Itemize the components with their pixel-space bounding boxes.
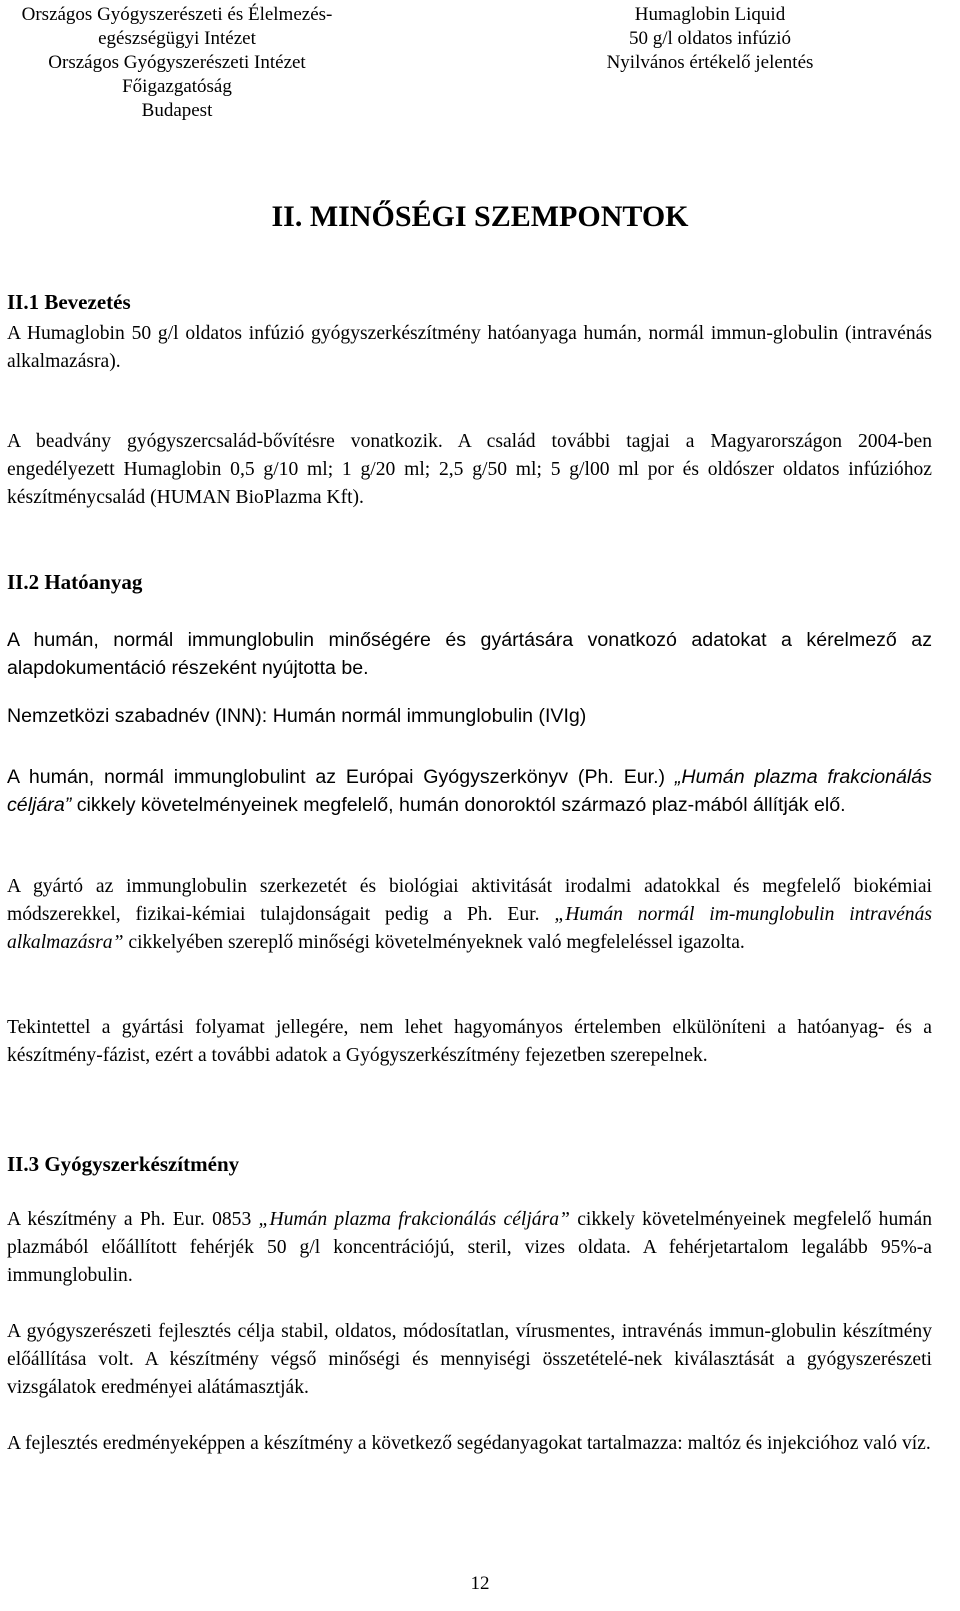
header-left-line-1: Országos Gyógyszerészeti és Élelmezés- bbox=[21, 4, 333, 25]
substance-paragraph-inn: Nemzetközi szabadnév (INN): Humán normál immunglobulin (IVIg) bbox=[7, 705, 587, 727]
substance-paragraph-structure bbox=[7, 873, 932, 957]
header-right-line-2: 50 g/l oldatos infúzió bbox=[628, 28, 791, 49]
intro-paragraph-1: A Humaglobin 50 g/l oldatos infúzió gyógyszerkészítmény hatóanyaga humán, normál immun-globulin (intravénás alkalmazásra). bbox=[7, 323, 932, 372]
header-right-line-3: Nyilvános értékelő jelentés bbox=[606, 52, 814, 73]
header-left-line-5: Budapest bbox=[141, 100, 213, 121]
product-paragraph-3: A fejlesztés eredményeképpen a készítmény a következő segédanyagokat tartalmazza: maltóz és injekcióhoz való víz. bbox=[7, 1433, 931, 1454]
header-left-line-2: egészségügyi Intézet bbox=[98, 28, 256, 49]
page-number: 12 bbox=[470, 1573, 490, 1594]
product-paragraph-1-a: A készítmény a Ph. Eur. 0853 bbox=[7, 1209, 259, 1230]
header-left bbox=[7, 3, 427, 123]
substance-paragraph-structure-citation: „Humán normál im-munglobulin intravénás alkalmazásra” bbox=[7, 904, 932, 953]
product-paragraph-1 bbox=[7, 1206, 932, 1290]
product-paragraph-1-citation: „Humán plazma frakcionálás céljára” bbox=[258, 1209, 570, 1230]
substance-paragraph-process: Tekintettel a gyártási folyamat jellegére, nem lehet hagyományos értelemben elkülöníteni a hatóanyag- és a készítmény-fázist, ezért a további adatok a Gyógyszerkészítmény fejezetben szerepelnek. bbox=[7, 1017, 932, 1066]
header-right-line-1: Humaglobin Liquid bbox=[634, 4, 786, 25]
section-heading-intro: II.1 Bevezetés bbox=[7, 290, 131, 314]
substance-paragraph-pheur-b: cikkely követelményeinek megfelelő, humán donoroktól származó plaz-mából állítják elő. bbox=[71, 794, 846, 816]
substance-paragraph-structure-b: cikkelyében szereplő minőségi követelményeknek való megfeleléssel igazolta. bbox=[123, 932, 745, 953]
header-right bbox=[530, 3, 950, 75]
product-paragraph-1-b: cikkely követelményeinek megfelelő humán plazmából előállított fehérjék 50 g/l koncentrációjú, steril, vizes oldata. A fehérjetartalom legalább 95%-a immunglobulin. bbox=[7, 1209, 933, 1286]
header-left-line-4: Főigazgatóság bbox=[122, 76, 232, 97]
section-heading-product: II.3 Gyógyszerkészítmény bbox=[7, 1152, 240, 1176]
intro-paragraph-2: A beadvány gyógyszercsalád-bővítésre vonatkozik. A család további tagjai a Magyarországon 2004-ben engedélyezett Humaglobin 0,5 g/10 ml; 1 g/20 ml; 2,5 g/50 ml; 5 g/l00 ml por és oldószer oldatos infúzióhoz készítménycsalád (HUMAN BioPlazma Kft). bbox=[7, 431, 932, 508]
page-title: II. MINŐSÉGI SZEMPONTOK bbox=[271, 200, 689, 233]
substance-paragraph-pheur bbox=[7, 763, 932, 819]
substance-paragraph-pheur-a: A humán, normál immunglobulint az Európai Gyógyszerkönyv (Ph. Eur.) bbox=[7, 766, 675, 788]
substance-paragraph-structure-a: A gyártó az immunglobulin szerkezetét és biológiai aktivitását irodalmi adatokkal és megfelelő biokémiai módszerekkel, fizikai-kémiai tulajdonságait pedig a Ph. Eur. bbox=[7, 876, 932, 925]
header-left-line-3: Országos Gyógyszerészeti Intézet bbox=[48, 52, 306, 73]
section-heading-active-substance: II.2 Hatóanyag bbox=[7, 570, 143, 594]
product-paragraph-2: A gyógyszerészeti fejlesztés célja stabil, oldatos, módosítatlan, vírusmentes, intravénás immun-globulin készítmény előállítása volt. A készítmény végső minőségi és mennyiségi összetételé-nek kiválasztását a gyógyszerészeti vizsgálatok eredményei alátámasztják. bbox=[7, 1321, 932, 1398]
substance-paragraph-1: A humán, normál immunglobulin minőségére és gyártására vonatkozó adatokat a kérelmező az alapdokumentáció részeként nyújtotta be. bbox=[7, 629, 932, 679]
substance-paragraph-pheur-citation: „Humán plazma frakcionálás céljára” bbox=[7, 766, 932, 816]
